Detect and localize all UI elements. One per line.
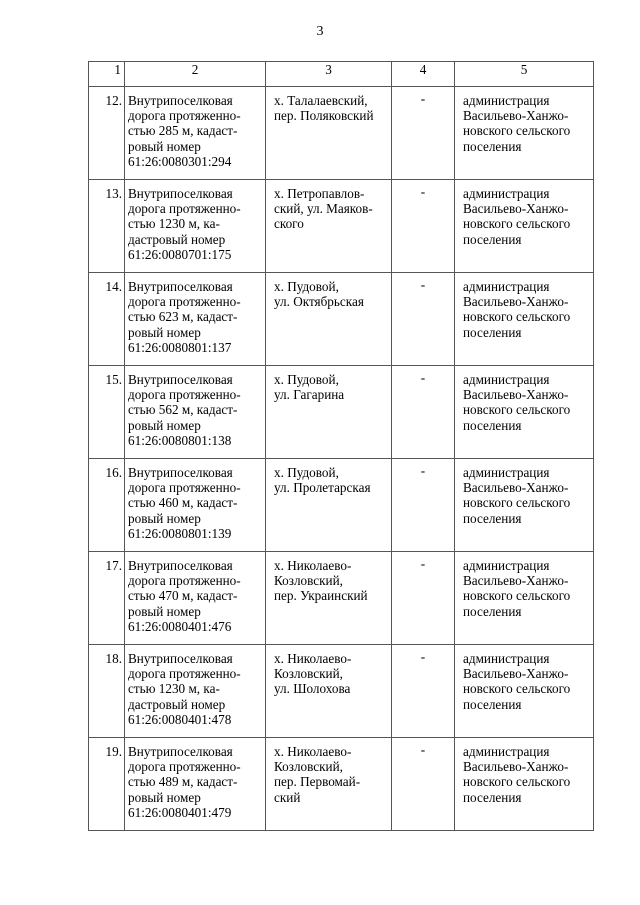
object-address-line: ул. Шолохова [274, 681, 351, 697]
table-row [89, 552, 594, 645]
owner-organization-line: новского сельского [463, 495, 571, 511]
object-address [266, 738, 392, 831]
owner-organization [455, 738, 594, 831]
object-address-line: ский [274, 789, 301, 805]
object-description-line: стью 489 м, кадаст- [128, 774, 238, 790]
owner-organization-line: администрация [463, 372, 550, 387]
object-address [266, 87, 392, 180]
owner-organization-line: администрация [463, 465, 550, 480]
object-address [266, 552, 392, 645]
owner-organization-line: администрация [463, 186, 550, 201]
owner-organization-line: Васильево-Ханжо- [463, 387, 569, 403]
object-address-line: х. Николаево- [274, 558, 352, 573]
owner-organization-line: поселения [463, 417, 522, 433]
object-description-line: Внутрипоселковая [128, 465, 233, 480]
object-description-line: Внутрипоселковая [128, 744, 233, 759]
object-description-line: дорога протяженно- [128, 108, 241, 124]
column-4-value: - [392, 180, 455, 273]
owner-organization-line: поселения [463, 603, 522, 619]
row-number: 16. [89, 459, 125, 552]
object-description-line: Внутрипоселковая [128, 279, 233, 294]
object-description-line: 61:26:0080401:478 [128, 711, 232, 727]
object-description-line: 61:26:0080801:137 [128, 339, 232, 355]
row-number: 19. [89, 738, 125, 831]
table-row [89, 738, 594, 831]
row-number: 13. [89, 180, 125, 273]
object-description-line: стью 470 м, кадаст- [128, 588, 238, 604]
page-number: 3 [316, 24, 324, 39]
row-number: 17. [89, 552, 125, 645]
object-description-line: Внутрипоселковая [128, 186, 233, 201]
object-description-line: Внутрипоселковая [128, 372, 233, 387]
owner-organization-line: поселения [463, 324, 522, 340]
owner-organization-line: поселения [463, 510, 522, 526]
owner-organization [455, 459, 594, 552]
column-4-value: - [392, 366, 455, 459]
object-description-line: Внутрипоселковая [128, 651, 233, 666]
object-description-line: дастровый номер [128, 231, 226, 247]
object-address-line: х. Пудовой, [274, 279, 339, 294]
object-description-line: дорога протяженно- [128, 387, 241, 403]
owner-organization-line: новского сельского [463, 681, 571, 697]
owner-organization-line: администрация [463, 93, 550, 108]
object-address-line: ул. Октябрьская [274, 294, 364, 310]
object-address-line: х. Николаево- [274, 744, 352, 759]
object-description-line: стью 460 м, кадаст- [128, 495, 238, 511]
table-row [89, 459, 594, 552]
owner-organization-line: Васильево-Ханжо- [463, 201, 569, 217]
road-registry-table [88, 61, 594, 831]
column-4-value: - [392, 459, 455, 552]
owner-organization-line: Васильево-Ханжо- [463, 294, 569, 310]
row-number: 12. [89, 87, 125, 180]
object-address [266, 366, 392, 459]
object-address-line: х. Пудовой, [274, 372, 339, 387]
object-address-line: Козловский, [274, 666, 343, 682]
owner-organization-line: администрация [463, 558, 550, 573]
owner-organization [455, 87, 594, 180]
table-row [89, 273, 594, 366]
owner-organization-line: Васильево-Ханжо- [463, 108, 569, 124]
table-row [89, 366, 594, 459]
object-description-line: 61:26:0080401:476 [128, 618, 232, 634]
object-description-line: Внутрипоселковая [128, 93, 233, 108]
row-number: 14. [89, 273, 125, 366]
object-description [125, 552, 266, 645]
object-description-line: стью 562 м, кадаст- [128, 402, 238, 418]
object-description-line: дастровый номер [128, 696, 226, 712]
column-header-1: 1 [89, 62, 125, 87]
object-address [266, 645, 392, 738]
object-address-line: х. Петропавлов- [274, 186, 365, 201]
owner-organization-line: администрация [463, 651, 550, 666]
owner-organization [455, 273, 594, 366]
object-description-line: 61:26:0080301:294 [128, 153, 232, 169]
object-description-line: дорога протяженно- [128, 666, 241, 682]
object-address-line: х. Талалаевский, [274, 93, 368, 108]
object-description-line: 61:26:0080801:139 [128, 525, 232, 541]
object-description-line: 61:26:0080701:175 [128, 246, 232, 262]
owner-organization [455, 180, 594, 273]
owner-organization-line: администрация [463, 279, 550, 294]
owner-organization-line: администрация [463, 744, 550, 759]
owner-organization [455, 552, 594, 645]
object-description-line: ровый номер [128, 510, 201, 526]
column-4-value: - [392, 273, 455, 366]
object-description-line: дорога протяженно- [128, 201, 241, 217]
object-description-line: стью 623 м, кадаст- [128, 309, 238, 325]
owner-organization-line: поселения [463, 789, 522, 805]
object-description-line: стью 1230 м, ка- [128, 681, 220, 697]
object-address [266, 180, 392, 273]
object-description-line: ровый номер [128, 417, 201, 433]
owner-organization [455, 366, 594, 459]
object-description-line: 61:26:0080801:138 [128, 432, 232, 448]
object-description [125, 180, 266, 273]
object-description [125, 459, 266, 552]
object-description [125, 87, 266, 180]
object-address [266, 273, 392, 366]
column-header-2: 2 [125, 62, 266, 87]
object-description-line: дорога протяженно- [128, 480, 241, 496]
column-header-5: 5 [455, 62, 594, 87]
column-header-4: 4 [392, 62, 455, 87]
column-4-value: - [392, 645, 455, 738]
table-body [89, 62, 594, 831]
owner-organization-line: Васильево-Ханжо- [463, 759, 569, 775]
row-number: 15. [89, 366, 125, 459]
column-4-value: - [392, 87, 455, 180]
object-address-line: пер. Украинский [274, 588, 368, 604]
owner-organization-line: новского сельского [463, 309, 571, 325]
object-address-line: ул. Гагарина [274, 387, 345, 403]
object-description-line: дорога протяженно- [128, 759, 241, 775]
object-address-line: Козловский, [274, 759, 343, 775]
owner-organization-line: Васильево-Ханжо- [463, 480, 569, 496]
object-description [125, 366, 266, 459]
owner-organization [455, 645, 594, 738]
object-description-line: ровый номер [128, 324, 201, 340]
object-address-line: Козловский, [274, 573, 343, 589]
owner-organization-line: новского сельского [463, 774, 571, 790]
object-address-line: х. Пудовой, [274, 465, 339, 480]
column-number-header-row [89, 62, 594, 87]
owner-organization-line: новского сельского [463, 216, 571, 232]
column-4-value: - [392, 552, 455, 645]
object-description-line: ровый номер [128, 603, 201, 619]
object-description [125, 645, 266, 738]
table-row [89, 180, 594, 273]
object-description [125, 738, 266, 831]
owner-organization-line: новского сельского [463, 123, 571, 139]
object-address-line: ского [274, 216, 304, 232]
object-address-line: х. Николаево- [274, 651, 352, 666]
object-description-line: ровый номер [128, 789, 201, 805]
object-description-line: стью 1230 м, ка- [128, 216, 220, 232]
column-header-3: 3 [266, 62, 392, 87]
owner-organization-line: новского сельского [463, 402, 571, 418]
object-description-line: 61:26:0080401:479 [128, 804, 232, 820]
object-address-line: ский, ул. Маяков- [274, 201, 373, 217]
owner-organization-line: поселения [463, 138, 522, 154]
owner-organization-line: новского сельского [463, 588, 571, 604]
owner-organization-line: Васильево-Ханжо- [463, 573, 569, 589]
object-description-line: дорога протяженно- [128, 294, 241, 310]
table-row [89, 645, 594, 738]
object-description-line: ровый номер [128, 138, 201, 154]
column-4-value: - [392, 738, 455, 831]
row-number: 18. [89, 645, 125, 738]
object-address-line: ул. Пролетарская [274, 480, 371, 496]
owner-organization-line: поселения [463, 231, 522, 247]
object-address-line: пер. Поляковский [274, 108, 374, 124]
object-description-line: Внутрипоселковая [128, 558, 233, 573]
object-description-line: стью 285 м, кадаст- [128, 123, 238, 139]
object-description-line: дорога протяженно- [128, 573, 241, 589]
object-address [266, 459, 392, 552]
object-address-line: пер. Первомай- [274, 774, 361, 790]
table-row [89, 87, 594, 180]
owner-organization-line: Васильево-Ханжо- [463, 666, 569, 682]
owner-organization-line: поселения [463, 696, 522, 712]
object-description [125, 273, 266, 366]
